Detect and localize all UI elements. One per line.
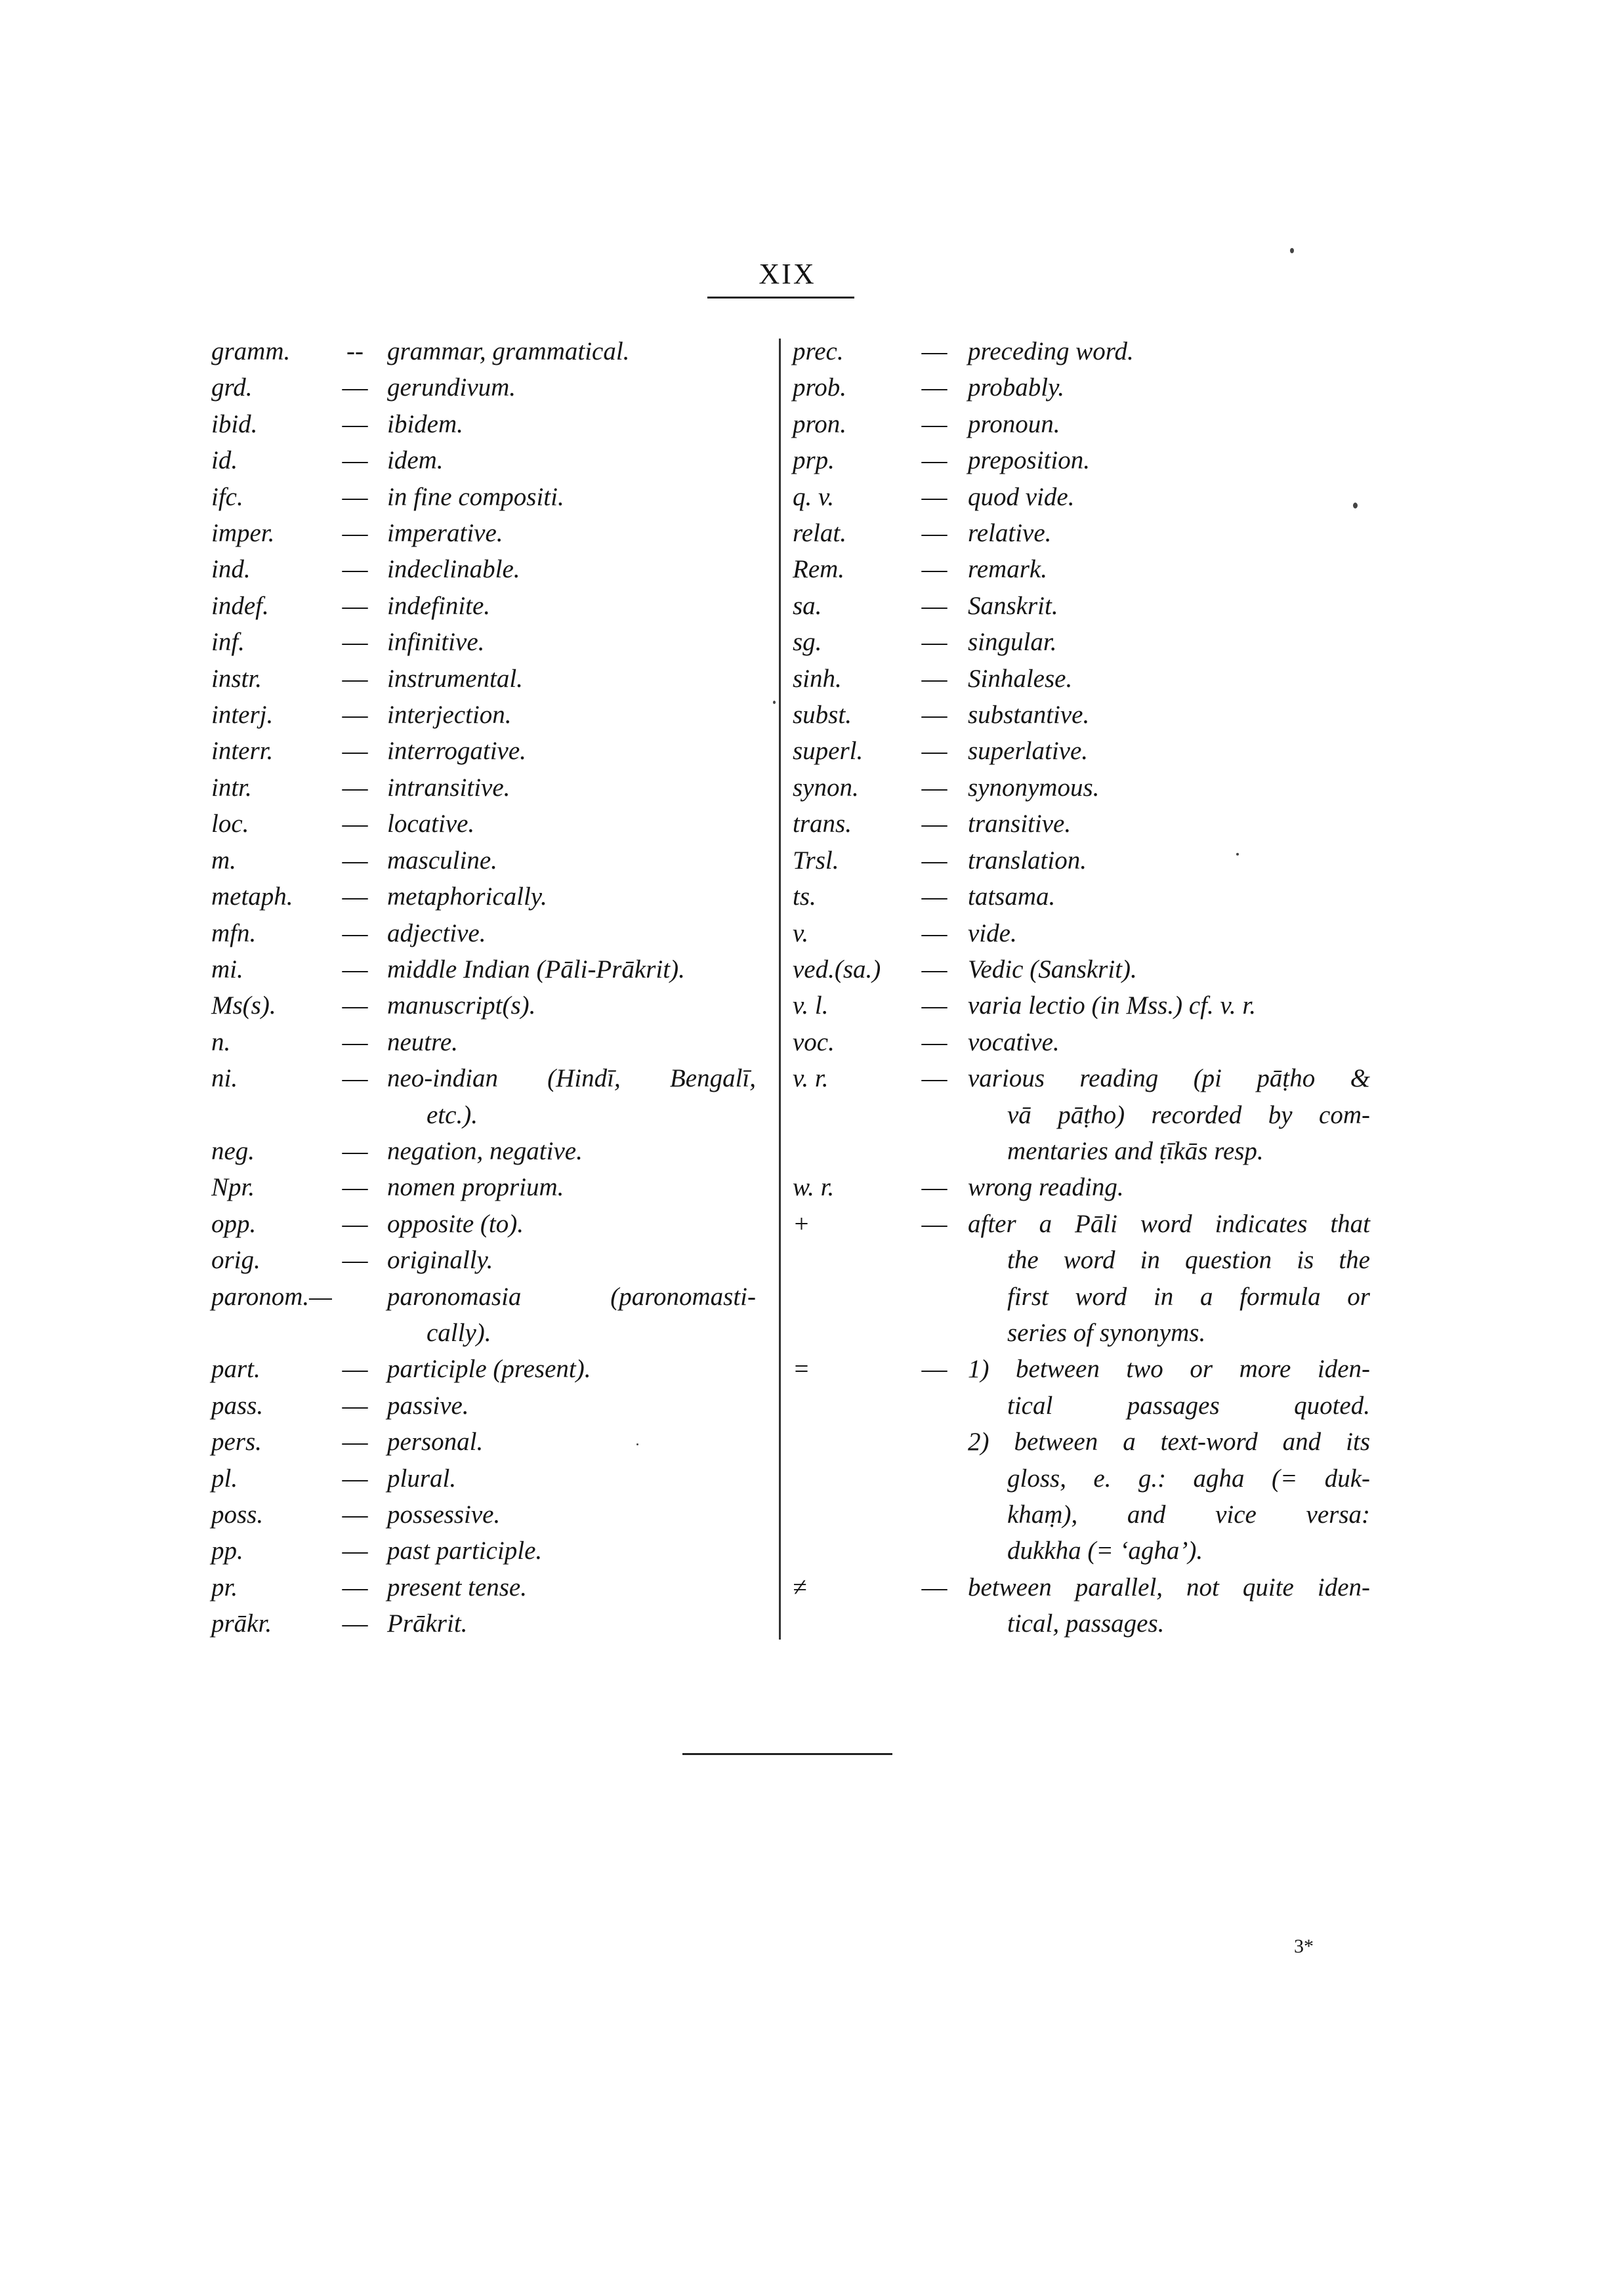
meaning-line: khaṃ), and vice versa: [1007, 1500, 1370, 1529]
entry-dash: — [342, 737, 368, 766]
entry-dash: — [921, 701, 947, 730]
abbreviation-entry [793, 770, 1370, 806]
entry-dash: — [342, 446, 368, 475]
abbreviation-term: superl. [793, 737, 864, 766]
abbreviation-term: orig. [211, 1246, 260, 1275]
abbreviation-term: voc. [793, 1027, 835, 1056]
abbreviation-term: v. [793, 919, 809, 947]
abbreviation-term: ind. [211, 555, 251, 584]
scan-speck [1290, 248, 1294, 253]
abbreviation-entry [211, 915, 756, 951]
abbreviation-meaning: in fine compositi. [387, 482, 564, 511]
meaning-line: tical passages quoted. [1007, 1391, 1370, 1420]
entry-dash: — [921, 446, 947, 475]
abbreviation-entry [211, 770, 756, 806]
entry-dash: — [921, 1027, 947, 1056]
abbreviation-entry [793, 842, 1370, 879]
abbreviation-meaning [968, 1060, 1370, 1169]
abbreviation-term: indef. [211, 591, 269, 620]
abbreviation-meaning: originally. [387, 1246, 493, 1275]
entry-dash: — [921, 773, 947, 802]
abbreviation-entry [793, 733, 1370, 769]
abbreviation-entry [793, 624, 1370, 660]
entry-dash: — [342, 591, 368, 620]
abbreviation-meaning: grammar, grammatical. [387, 337, 630, 365]
signature-mark: 3* [1294, 1935, 1314, 1957]
abbreviation-term: Trsl. [793, 846, 839, 875]
entry-dash: — [342, 628, 368, 657]
meaning-line: between parallel, not quite iden- [968, 1573, 1370, 1602]
abbreviation-meaning: past participle. [387, 1537, 543, 1565]
entry-dash: — [921, 737, 947, 766]
meaning-line: 1) between two or more iden- [968, 1355, 1370, 1384]
abbreviation-term: q. v. [793, 482, 835, 511]
abbreviation-term: pron. [793, 409, 846, 438]
entry-dash: — [921, 1355, 947, 1384]
scan-speck [1353, 503, 1358, 508]
entry-dash: — [342, 1609, 368, 1638]
abbreviation-entry [211, 1605, 756, 1642]
abbreviation-entry [211, 1060, 756, 1133]
entry-dash: — [921, 373, 947, 402]
abbreviation-term: + [793, 1209, 810, 1238]
entry-dash: — [342, 919, 368, 947]
abbreviation-term: intr. [211, 773, 252, 802]
abbreviation-meaning: substantive. [968, 701, 1090, 730]
abbreviation-meaning: indeclinable. [387, 555, 520, 584]
meaning-line: various reading (pi pāṭho & [968, 1064, 1370, 1093]
abbreviation-entry [211, 842, 756, 879]
abbreviation-meaning: preceding word. [968, 337, 1134, 365]
entry-dash: — [342, 1391, 368, 1420]
abbreviation-entry [211, 1351, 756, 1387]
abbreviation-term: paronom.— [211, 1282, 332, 1311]
abbreviation-term: v. l. [793, 991, 829, 1020]
abbreviation-entry [211, 1024, 756, 1060]
entry-dash: — [342, 1136, 368, 1165]
abbreviation-meaning: vocative. [968, 1027, 1060, 1056]
abbreviation-entry [211, 333, 756, 369]
abbreviation-entry [211, 1533, 756, 1569]
abbreviation-term: gramm. [211, 337, 291, 365]
abbreviation-meaning: intransitive. [387, 773, 510, 802]
abbreviation-meaning: indefinite. [387, 591, 491, 620]
abbreviation-term: opp. [211, 1209, 257, 1238]
entry-dash: -- [346, 337, 364, 365]
abbreviation-term: ni. [211, 1064, 238, 1093]
entry-dash: — [342, 1355, 368, 1384]
abbreviation-term: Rem. [793, 555, 845, 584]
abbreviation-term: ts. [793, 882, 816, 911]
abbreviation-entry [793, 697, 1370, 733]
abbreviation-meaning: instrumental. [387, 664, 523, 693]
abbreviation-term: pass. [211, 1391, 264, 1420]
entry-dash: — [342, 882, 368, 911]
abbreviation-meaning [968, 1351, 1370, 1569]
abbreviation-term: prec. [793, 337, 844, 365]
entry-dash: — [921, 955, 947, 983]
abbreviation-meaning: middle Indian (Pāli-Prākrit). [387, 955, 685, 983]
abbreviation-entry [793, 661, 1370, 697]
abbreviation-term: ved.(sa.) [793, 955, 881, 983]
abbreviation-entry [793, 515, 1370, 551]
abbreviation-term: trans. [793, 810, 852, 838]
abbreviation-term: pp. [211, 1537, 243, 1565]
abbreviation-entry [793, 479, 1370, 515]
abbreviation-entry [211, 733, 756, 769]
entry-dash: — [921, 1064, 947, 1093]
entry-dash: — [921, 1173, 947, 1202]
entry-dash: — [921, 1573, 947, 1602]
abbreviation-term: sg. [793, 628, 822, 657]
abbreviation-term: id. [211, 446, 238, 475]
abbreviation-entry [211, 951, 756, 987]
abbreviation-entry [793, 1351, 1370, 1569]
abbreviation-meaning [387, 1279, 756, 1352]
abbreviation-term: ifc. [211, 482, 243, 511]
abbreviation-entry [211, 369, 756, 405]
meaning-line: neo-indian (Hindī, Bengalī, [387, 1064, 756, 1093]
abbreviation-entry [211, 1388, 756, 1424]
entry-dash: — [921, 482, 947, 511]
abbreviation-entry [793, 1169, 1370, 1205]
abbreviation-meaning: participle (present). [387, 1355, 591, 1384]
abbreviation-term: loc. [211, 810, 249, 838]
entry-dash: — [342, 701, 368, 730]
entry-dash: — [342, 846, 368, 875]
abbreviation-meaning: present tense. [387, 1573, 527, 1602]
abbreviation-meaning: synonymous. [968, 773, 1100, 802]
abbreviation-entry [793, 551, 1370, 587]
abbreviation-term: pers. [211, 1428, 262, 1457]
abbreviation-meaning: locative. [387, 810, 475, 838]
abbreviation-meaning: ibidem. [387, 409, 463, 438]
entry-dash: — [921, 664, 947, 693]
abbreviation-meaning [968, 1569, 1370, 1642]
entry-dash: — [342, 519, 368, 548]
abbreviation-entry [211, 987, 756, 1023]
abbreviation-entry [211, 515, 756, 551]
entry-dash: — [342, 555, 368, 584]
abbreviation-term: instr. [211, 664, 262, 693]
meaning-line: etc.). [427, 1100, 478, 1129]
meaning-line: vā pāṭho) recorded by com- [1007, 1100, 1370, 1129]
abbreviation-meaning: superlative. [968, 737, 1089, 766]
abbreviation-meaning: passive. [387, 1391, 469, 1420]
entry-dash: — [342, 1428, 368, 1457]
abbreviation-entry [211, 1169, 756, 1205]
abbreviation-entry [211, 624, 756, 660]
abbreviation-meaning: metaphorically. [387, 882, 547, 911]
abbreviation-term: ≠ [793, 1573, 807, 1602]
right-column [793, 333, 1370, 1642]
abbreviation-meaning: nomen proprium. [387, 1173, 564, 1202]
left-column [211, 333, 756, 1642]
page-header: XIX [759, 258, 816, 290]
meaning-line: cally). [427, 1318, 491, 1347]
abbreviation-entry [793, 1569, 1370, 1642]
abbreviation-term: synon. [793, 773, 859, 802]
entry-dash: — [342, 482, 368, 511]
entry-dash: — [342, 1064, 368, 1093]
entry-dash: — [921, 846, 947, 875]
abbreviation-meaning: quod vide. [968, 482, 1075, 511]
abbreviation-term: subst. [793, 701, 852, 730]
abbreviation-term: pl. [211, 1464, 238, 1493]
entry-dash: — [342, 664, 368, 693]
abbreviation-meaning: preposition. [968, 446, 1090, 475]
abbreviation-meaning: wrong reading. [968, 1173, 1124, 1202]
abbreviation-meaning [968, 1206, 1370, 1352]
abbreviation-meaning: varia lectio (in Mss.) cf. v. r. [968, 991, 1257, 1020]
entry-dash: — [342, 1246, 368, 1275]
abbreviation-entry [211, 1206, 756, 1242]
entry-dash: — [921, 555, 947, 584]
meaning-line: after a Pāli word indicates that [968, 1209, 1370, 1238]
abbreviation-meaning: Sanskrit. [968, 591, 1058, 620]
abbreviation-meaning: imperative. [387, 519, 503, 548]
abbreviation-meaning: personal. [387, 1428, 484, 1457]
abbreviation-entry [793, 987, 1370, 1023]
abbreviation-entry [793, 806, 1370, 842]
abbreviation-entry [211, 1460, 756, 1497]
abbreviation-term: grd. [211, 373, 253, 402]
abbreviation-term: n. [211, 1027, 231, 1056]
abbreviation-term: neg. [211, 1136, 255, 1165]
entry-dash: — [921, 628, 947, 657]
abbreviation-meaning: interrogative. [387, 737, 526, 766]
abbreviation-meaning: plural. [387, 1464, 457, 1493]
abbreviation-term: prob. [793, 373, 846, 402]
abbreviation-meaning: adjective. [387, 919, 486, 947]
entry-dash: — [342, 955, 368, 983]
abbreviation-term: mi. [211, 955, 243, 983]
entry-dash: — [342, 1537, 368, 1565]
abbreviation-entry [211, 1497, 756, 1533]
abbreviation-entry [793, 588, 1370, 624]
abbreviation-entry [211, 1569, 756, 1605]
column-divider [779, 339, 781, 1640]
abbreviation-entry [793, 333, 1370, 369]
meaning-line: the word in question is the [1007, 1246, 1370, 1275]
entry-dash: — [342, 373, 368, 402]
meaning-line: tical, passages. [1007, 1609, 1165, 1638]
abbreviation-meaning: pronoun. [968, 409, 1060, 438]
entry-dash: — [921, 882, 947, 911]
abbreviation-term: poss. [211, 1500, 264, 1529]
entry-dash: — [342, 810, 368, 838]
abbreviation-term: part. [211, 1355, 260, 1384]
entry-dash: — [342, 1500, 368, 1529]
entry-dash: — [921, 919, 947, 947]
entry-dash: — [921, 337, 947, 365]
abbreviation-entry [793, 1060, 1370, 1169]
abbreviation-term: = [793, 1355, 810, 1384]
entry-dash: — [921, 591, 947, 620]
abbreviation-term: prp. [793, 446, 835, 475]
abbreviation-entry [793, 951, 1370, 987]
abbreviation-term: v. r. [793, 1064, 829, 1093]
entry-dash: — [921, 991, 947, 1020]
abbreviation-entry [211, 661, 756, 697]
abbreviation-meaning: transitive. [968, 810, 1072, 838]
abbreviation-entry [793, 915, 1370, 951]
abbreviation-meaning: possessive. [387, 1500, 501, 1529]
abbreviation-meaning: infinitive. [387, 628, 485, 657]
meaning-line: paronomasia (paronomasti- [387, 1282, 756, 1311]
abbreviation-term: w. r. [793, 1173, 835, 1202]
abbreviation-term: sa. [793, 591, 822, 620]
abbreviation-entry [211, 551, 756, 587]
entry-dash: — [342, 1464, 368, 1493]
abbreviation-term: ibid. [211, 409, 258, 438]
abbreviation-meaning: interjection. [387, 701, 512, 730]
footer-rule [682, 1753, 892, 1755]
meaning-line: 2) between a text-word and its [968, 1428, 1370, 1457]
abbreviation-entry [211, 697, 756, 733]
abbreviation-entry [793, 1024, 1370, 1060]
abbreviation-meaning: opposite (to). [387, 1209, 524, 1238]
abbreviation-term: pr. [211, 1573, 238, 1602]
abbreviation-term: metaph. [211, 882, 293, 911]
abbreviation-meaning [387, 1060, 756, 1133]
abbreviation-meaning: singular. [968, 628, 1057, 657]
abbreviation-term: interr. [211, 737, 274, 766]
abbreviation-meaning: translation. [968, 846, 1087, 875]
entry-dash: — [921, 519, 947, 548]
abbreviation-meaning: vide. [968, 919, 1017, 947]
abbreviation-term: imper. [211, 519, 275, 548]
abbreviation-term: Ms(s). [211, 991, 276, 1020]
abbreviation-entry [211, 806, 756, 842]
abbreviation-meaning: probably. [968, 373, 1064, 402]
abbreviation-entry [211, 1279, 756, 1352]
abbreviation-entry [793, 442, 1370, 478]
abbreviation-meaning: tatsama. [968, 882, 1056, 911]
meaning-line: dukkha (= ‘agha’). [1007, 1537, 1203, 1565]
abbreviation-term: relat. [793, 519, 846, 548]
meaning-line: mentaries and ṭīkās resp. [1007, 1136, 1264, 1165]
abbreviation-term: interj. [211, 701, 274, 730]
entry-dash: — [342, 1173, 368, 1202]
abbreviation-meaning: relative. [968, 519, 1052, 548]
abbreviation-entry [211, 588, 756, 624]
entry-dash: — [342, 991, 368, 1020]
abbreviation-entry [211, 1424, 756, 1460]
entry-dash: — [921, 1209, 947, 1238]
abbreviation-term: prākr. [211, 1609, 272, 1638]
abbreviation-meaning: Vedic (Sanskrit). [968, 955, 1137, 983]
entry-dash: — [342, 1573, 368, 1602]
abbreviation-entry [211, 1242, 756, 1278]
entry-dash: — [342, 1027, 368, 1056]
abbreviation-entry [793, 879, 1370, 915]
abbreviation-entry [793, 369, 1370, 405]
entry-dash: — [921, 409, 947, 438]
abbreviation-term: Npr. [211, 1173, 255, 1202]
abbreviation-term: mfn. [211, 919, 257, 947]
scan-speck [636, 1443, 638, 1445]
abbreviation-meaning: remark. [968, 555, 1047, 584]
abbreviation-entry [211, 1133, 756, 1169]
abbreviation-meaning: Sinhalese. [968, 664, 1073, 693]
abbreviation-entry [793, 1206, 1370, 1352]
meaning-line: series of synonyms. [1007, 1318, 1206, 1347]
abbreviation-meaning: manuscript(s). [387, 991, 536, 1020]
abbreviation-meaning: neutre. [387, 1027, 458, 1056]
scan-speck [773, 701, 776, 704]
header-rule [707, 297, 854, 299]
abbreviation-meaning: masculine. [387, 846, 497, 875]
abbreviation-term: m. [211, 846, 236, 875]
abbreviation-meaning: Prākrit. [387, 1609, 468, 1638]
abbreviation-meaning: idem. [387, 446, 444, 475]
meaning-line: gloss, e. g.: agha (= duk- [1007, 1464, 1370, 1493]
abbreviation-meaning: negation, negative. [387, 1136, 583, 1165]
abbreviation-term: sinh. [793, 664, 842, 693]
scan-speck [1236, 853, 1239, 856]
abbreviation-entry [211, 406, 756, 442]
abbreviation-entry [793, 406, 1370, 442]
entry-dash: — [342, 1209, 368, 1238]
abbreviation-meaning: gerundivum. [387, 373, 516, 402]
entry-dash: — [921, 810, 947, 838]
entry-dash: — [342, 773, 368, 802]
abbreviation-entry [211, 879, 756, 915]
abbreviation-entry [211, 442, 756, 478]
abbreviation-term: inf. [211, 628, 245, 657]
entry-dash: — [342, 409, 368, 438]
meaning-line: first word in a formula or [1007, 1282, 1370, 1311]
abbreviation-entry [211, 479, 756, 515]
